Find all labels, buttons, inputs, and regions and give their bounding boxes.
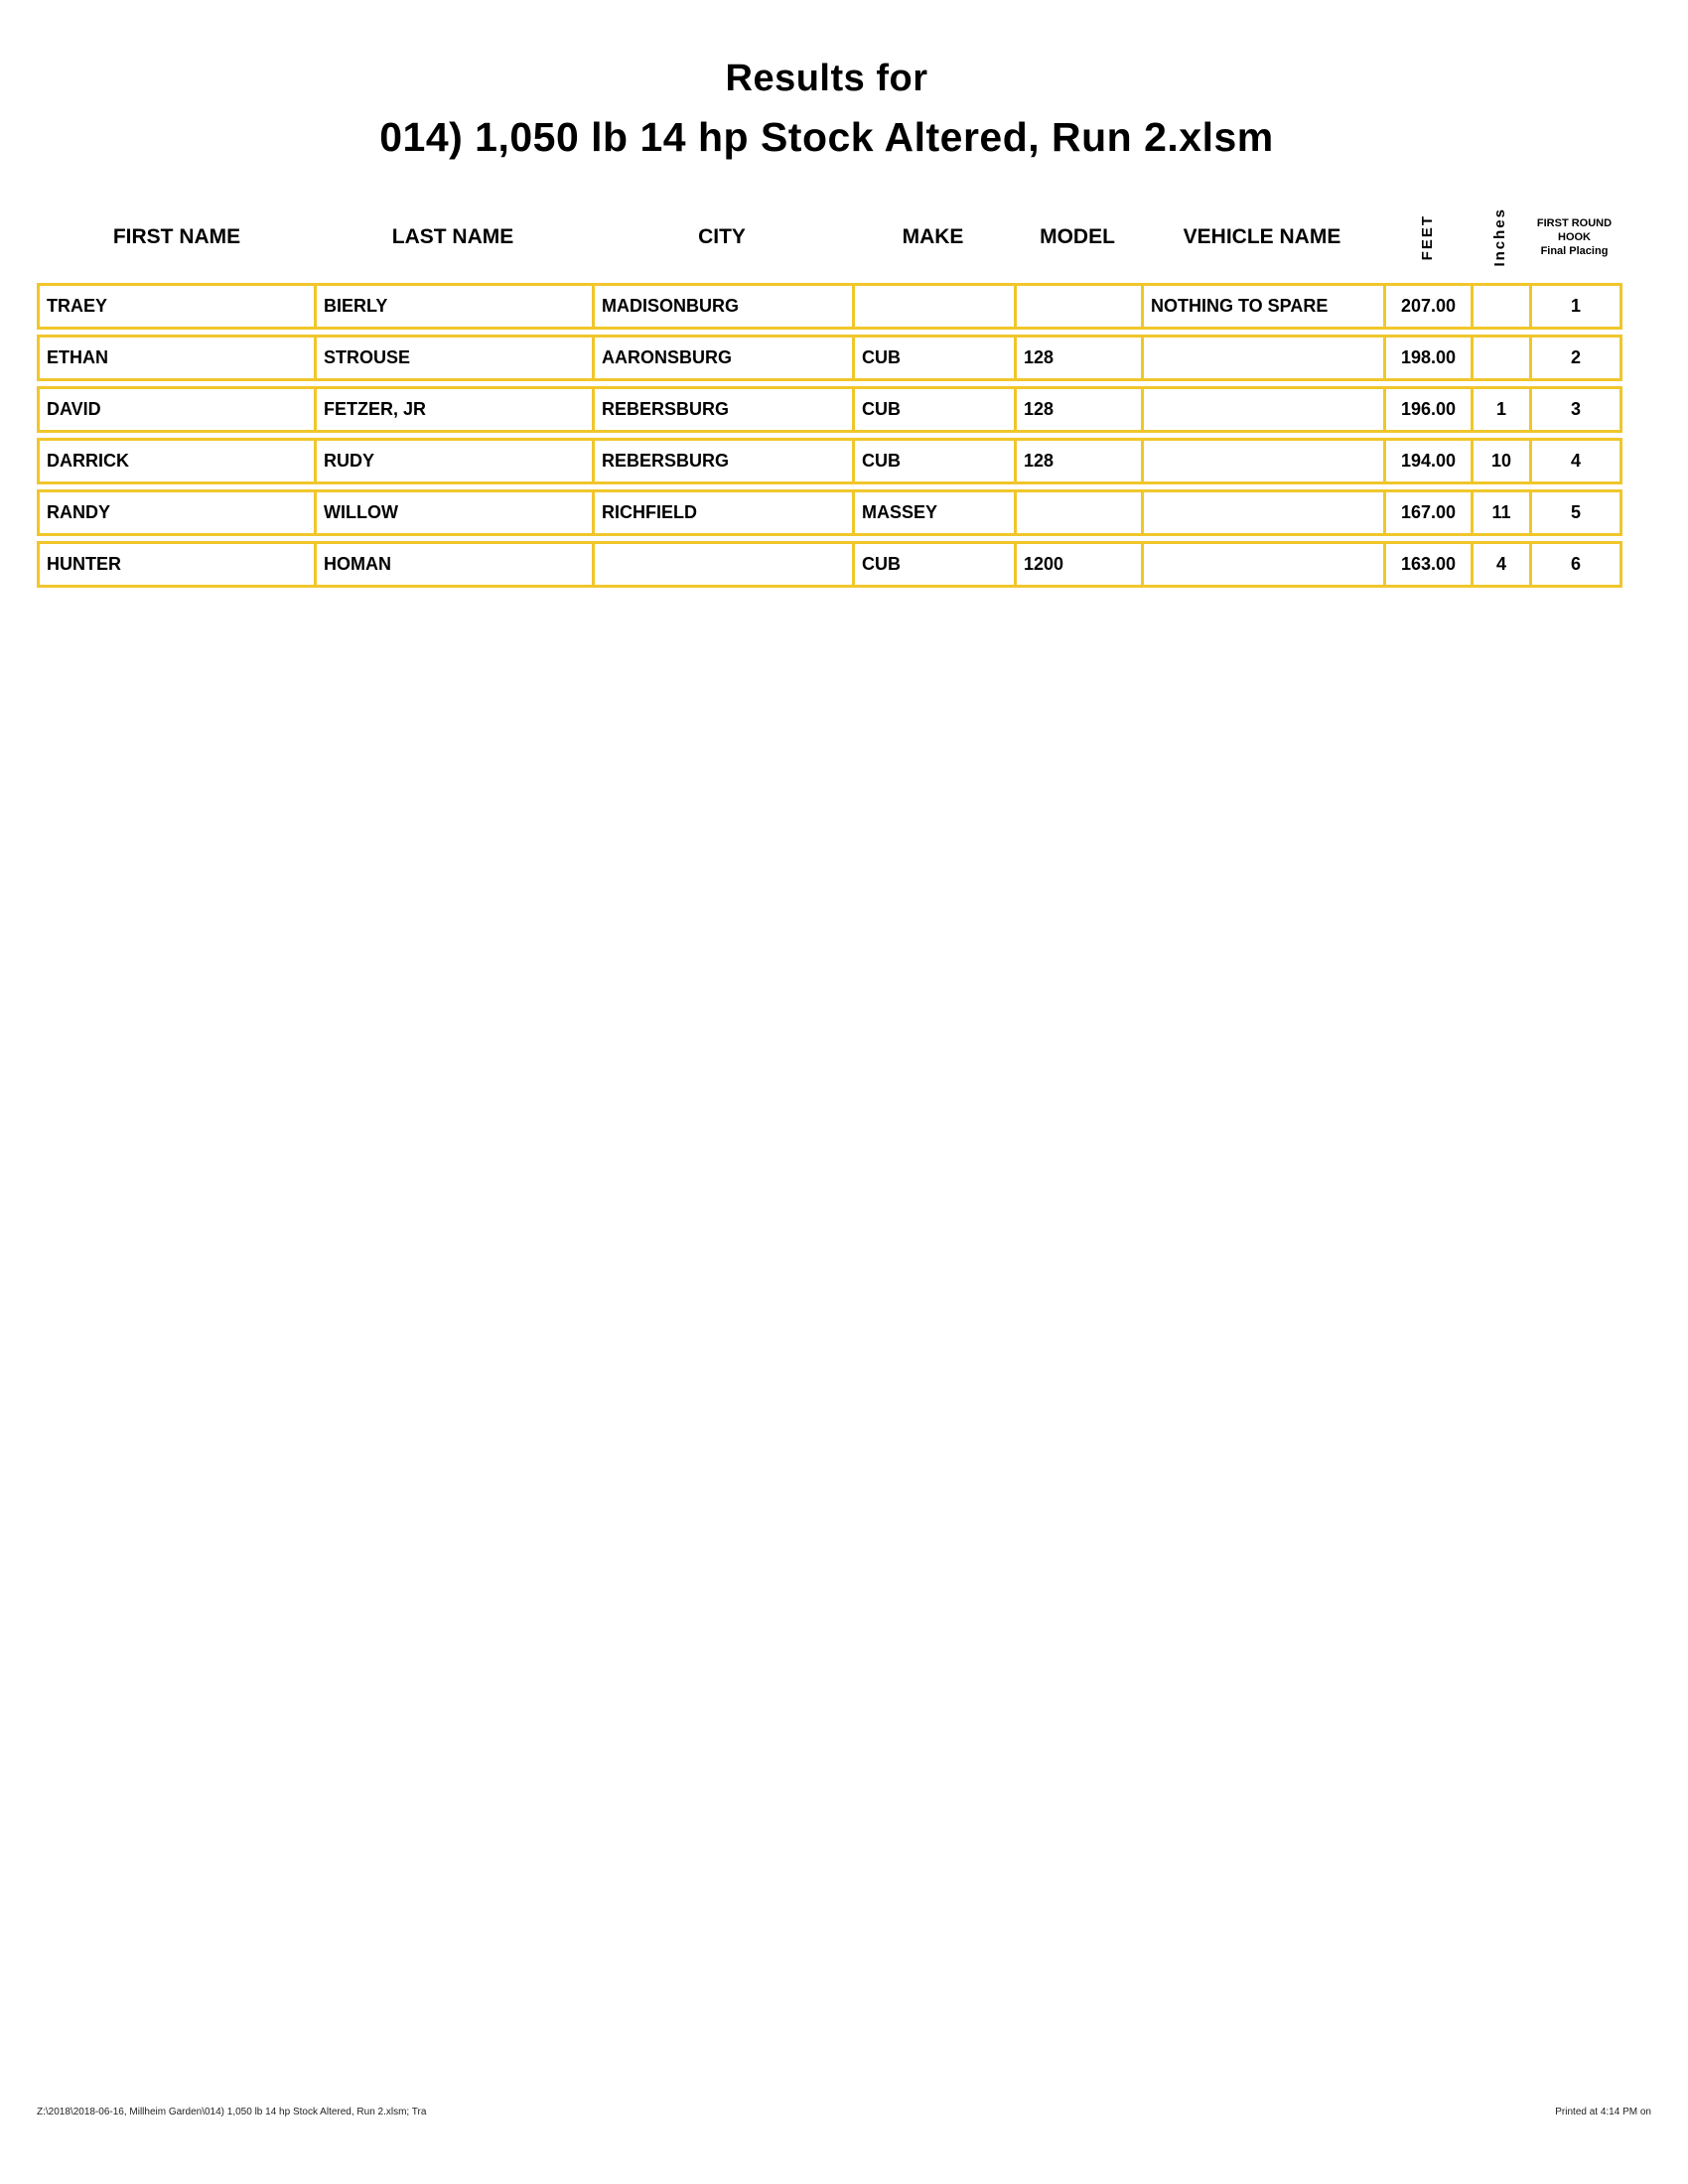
- cell-last-name: RUDY: [314, 441, 592, 481]
- cell-first-name: TRAEY: [47, 296, 108, 316]
- header-hook-line3: Final Placing: [1540, 245, 1609, 257]
- header-inches: [1471, 195, 1529, 280]
- table-row: [37, 541, 1622, 588]
- cell-city: REBERSBURG: [592, 389, 852, 430]
- cell-city: [592, 544, 852, 585]
- cell-inches: [1471, 338, 1529, 378]
- cell-inches: 4: [1471, 544, 1529, 585]
- cell-make: MASSEY: [852, 492, 1014, 533]
- cell-inches: [1471, 286, 1529, 327]
- footer-printed-at: Printed at 4:14 PM on: [1555, 2107, 1651, 2117]
- cell-model: [1014, 492, 1141, 533]
- cell-make: [852, 286, 1014, 327]
- cell-last-name: WILLOW: [314, 492, 592, 533]
- header-inches-label: Inches: [1491, 207, 1508, 267]
- page-title: Results for: [725, 58, 928, 99]
- cell-feet: 167.00: [1383, 492, 1471, 533]
- title-block: [37, 58, 1617, 161]
- cell-vehicle-name: [1141, 492, 1383, 533]
- cell-first-name: DAVID: [47, 399, 101, 419]
- table-header-row: [40, 195, 1619, 280]
- cell-make: CUB: [852, 389, 1014, 430]
- table-row: [37, 489, 1622, 536]
- header-feet-label: FEET: [1418, 213, 1436, 261]
- cell-first-name: ETHAN: [47, 347, 108, 367]
- table-row: [37, 335, 1622, 381]
- header-city: CITY: [698, 225, 746, 248]
- cell-model: 128: [1014, 389, 1141, 430]
- cell-final-placing: 2: [1529, 338, 1619, 378]
- cell-last-name: BIERLY: [314, 286, 592, 327]
- cell-first-name: HUNTER: [47, 554, 121, 574]
- header-hook-line2: HOOK: [1558, 231, 1591, 243]
- header-first-name: FIRST NAME: [112, 225, 241, 248]
- cell-city: MADISONBURG: [592, 286, 852, 327]
- cell-inches: 11: [1471, 492, 1529, 533]
- results-table: [37, 195, 1622, 593]
- cell-vehicle-name: [1141, 389, 1383, 430]
- cell-feet: 163.00: [1383, 544, 1471, 585]
- header-model: MODEL: [1040, 225, 1115, 248]
- header-first-round-hook: [1529, 195, 1619, 280]
- header-feet: [1383, 195, 1471, 280]
- cell-city: AARONSBURG: [592, 338, 852, 378]
- header-last-name: LAST NAME: [391, 225, 514, 248]
- cell-model: 128: [1014, 441, 1141, 481]
- table-body: [37, 283, 1622, 588]
- cell-model: 128: [1014, 338, 1141, 378]
- cell-model: [1014, 286, 1141, 327]
- cell-final-placing: 3: [1529, 389, 1619, 430]
- header-vehicle-name: VEHICLE NAME: [1183, 225, 1341, 248]
- cell-vehicle-name: [1141, 338, 1383, 378]
- table-row: [37, 386, 1622, 433]
- page-subtitle-filename: 014) 1,050 lb 14 hp Stock Altered, Run 2.xlsm: [379, 114, 1274, 160]
- header-make: MAKE: [902, 225, 964, 248]
- cell-feet: 196.00: [1383, 389, 1471, 430]
- cell-feet: 198.00: [1383, 338, 1471, 378]
- cell-city: RICHFIELD: [592, 492, 852, 533]
- cell-final-placing: 6: [1529, 544, 1619, 585]
- cell-first-name: DARRICK: [47, 451, 129, 471]
- cell-last-name: STROUSE: [314, 338, 592, 378]
- cell-feet: 194.00: [1383, 441, 1471, 481]
- cell-make: CUB: [852, 544, 1014, 585]
- cell-model: 1200: [1014, 544, 1141, 585]
- cell-final-placing: 5: [1529, 492, 1619, 533]
- table-row: [37, 283, 1622, 330]
- cell-vehicle-name: [1141, 544, 1383, 585]
- cell-vehicle-name: NOTHING TO SPARE: [1141, 286, 1383, 327]
- cell-final-placing: 4: [1529, 441, 1619, 481]
- cell-final-placing: 1: [1529, 286, 1619, 327]
- cell-inches: 1: [1471, 389, 1529, 430]
- cell-inches: 10: [1471, 441, 1529, 481]
- cell-city: REBERSBURG: [592, 441, 852, 481]
- cell-make: CUB: [852, 338, 1014, 378]
- cell-first-name: RANDY: [47, 502, 111, 522]
- print-footer: [37, 2107, 1651, 2117]
- table-row: [37, 438, 1622, 484]
- header-hook-line1: FIRST ROUND: [1536, 217, 1613, 229]
- cell-vehicle-name: [1141, 441, 1383, 481]
- cell-last-name: HOMAN: [314, 544, 592, 585]
- cell-last-name: FETZER, JR: [314, 389, 592, 430]
- cell-make: CUB: [852, 441, 1014, 481]
- footer-file-path: Z:\2018\2018-06-16, Millheim Garden\014) 1,050 lb 14 hp Stock Altered, Run 2.xlsm; Tra: [37, 2107, 427, 2117]
- cell-feet: 207.00: [1383, 286, 1471, 327]
